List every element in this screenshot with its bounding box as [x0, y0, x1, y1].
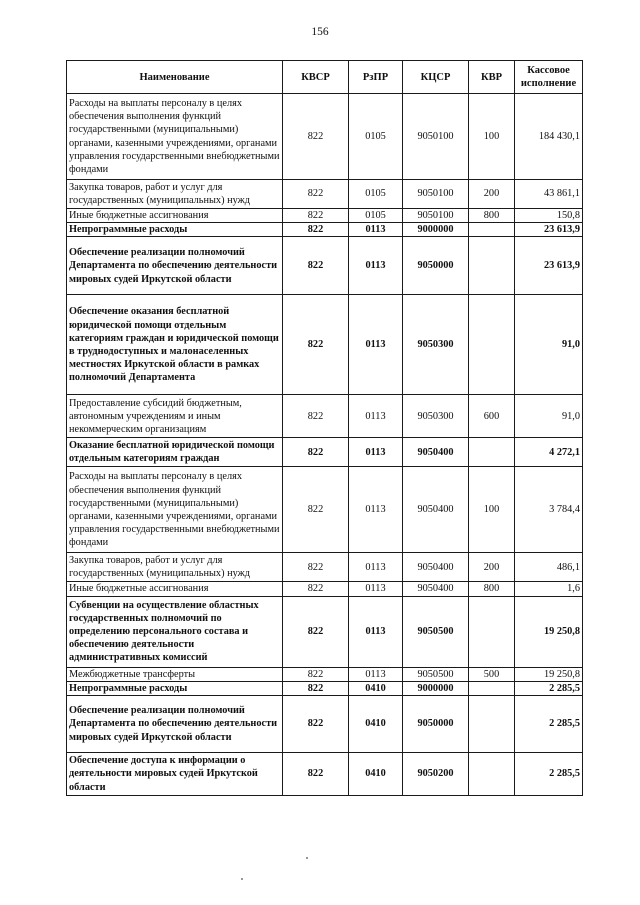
row-rzpr: 0113 [349, 596, 403, 667]
scan-speck [241, 878, 243, 880]
row-rzpr: 0410 [349, 681, 403, 695]
table-header-row [67, 61, 583, 94]
row-kvsr: 822 [283, 295, 349, 395]
row-kvsr: 822 [283, 753, 349, 796]
header-kvsr: КВСР [283, 61, 349, 94]
table-row [67, 596, 583, 667]
table-row [67, 696, 583, 753]
row-kvr [469, 681, 515, 695]
header-name: Наименование [67, 61, 283, 94]
row-kvsr: 822 [283, 94, 349, 180]
table-row [67, 667, 583, 681]
row-kcsr: 9050500 [403, 667, 469, 681]
row-rzpr: 0113 [349, 553, 403, 582]
row-kvsr: 822 [283, 237, 349, 295]
row-amount: 184 430,1 [515, 94, 583, 180]
row-rzpr: 0105 [349, 209, 403, 223]
row-rzpr: 0113 [349, 395, 403, 438]
row-amount: 23 613,9 [515, 237, 583, 295]
row-rzpr: 0113 [349, 582, 403, 596]
row-kcsr: 9050500 [403, 596, 469, 667]
row-amount: 150,8 [515, 209, 583, 223]
row-kvsr: 822 [283, 667, 349, 681]
row-name: Иные бюджетные ассигнования [67, 209, 283, 223]
table-row [67, 438, 583, 467]
row-kvr: 500 [469, 667, 515, 681]
row-kcsr: 9050100 [403, 180, 469, 209]
row-kcsr: 9050100 [403, 94, 469, 180]
row-amount: 486,1 [515, 553, 583, 582]
budget-execution-table [66, 60, 583, 796]
row-rzpr: 0113 [349, 237, 403, 295]
row-kvr: 100 [469, 467, 515, 553]
table-row [67, 94, 583, 180]
row-name: Закупка товаров, работ и услуг для государственных (муниципальных) нужд [67, 180, 283, 209]
row-amount: 19 250,8 [515, 667, 583, 681]
table-row [67, 223, 583, 237]
row-amount: 4 272,1 [515, 438, 583, 467]
row-kvsr: 822 [283, 681, 349, 695]
row-kvr: 800 [469, 582, 515, 596]
table-body [67, 94, 583, 796]
row-kcsr: 9050200 [403, 753, 469, 796]
row-kvsr: 822 [283, 582, 349, 596]
row-kvr [469, 223, 515, 237]
table-row [67, 681, 583, 695]
table-row [67, 553, 583, 582]
row-name: Обеспечение реализации полномочий Департамента по обеспечению деятельности мировых судей Иркутской области [67, 237, 283, 295]
row-name: Расходы на выплаты персоналу в целях обеспечения выполнения функций государственными (муниципальными) органами, казенными учреждениями, органами управления государственными внебюджетными фондами [67, 94, 283, 180]
row-name: Расходы на выплаты персоналу в целях обеспечения выполнения функций государственными (муниципальными) органами, казенными учреждениями, органами управления государственными внебюджетными фондами [67, 467, 283, 553]
row-kcsr: 9000000 [403, 681, 469, 695]
row-kvr [469, 696, 515, 753]
row-kvr [469, 753, 515, 796]
row-kcsr: 9050400 [403, 553, 469, 582]
row-name: Межбюджетные трансферты [67, 667, 283, 681]
row-amount: 91,0 [515, 295, 583, 395]
row-rzpr: 0105 [349, 94, 403, 180]
table-row [67, 237, 583, 295]
header-amount: Кассовое исполнение [515, 61, 583, 94]
row-kvr: 100 [469, 94, 515, 180]
row-kvsr: 822 [283, 395, 349, 438]
row-rzpr: 0113 [349, 667, 403, 681]
row-kvr: 200 [469, 553, 515, 582]
row-rzpr: 0113 [349, 467, 403, 553]
row-amount: 19 250,8 [515, 596, 583, 667]
row-kvr [469, 237, 515, 295]
row-name: Непрограммные расходы [67, 681, 283, 695]
row-kcsr: 9050000 [403, 696, 469, 753]
row-rzpr: 0410 [349, 696, 403, 753]
row-kcsr: 9050300 [403, 295, 469, 395]
row-kvr: 800 [469, 209, 515, 223]
row-amount: 2 285,5 [515, 753, 583, 796]
row-amount: 1,6 [515, 582, 583, 596]
row-amount: 43 861,1 [515, 180, 583, 209]
row-kvr [469, 295, 515, 395]
row-kvr [469, 438, 515, 467]
table-row [67, 582, 583, 596]
header-kcsr: КЦСР [403, 61, 469, 94]
header-rzpr: РзПР [349, 61, 403, 94]
row-rzpr: 0113 [349, 438, 403, 467]
table-row [67, 753, 583, 796]
row-kcsr: 9050400 [403, 582, 469, 596]
row-name: Предоставление субсидий бюджетным, автономным учреждениям и иным некоммерческим организациям [67, 395, 283, 438]
row-rzpr: 0113 [349, 295, 403, 395]
row-amount: 2 285,5 [515, 681, 583, 695]
row-kcsr: 9050400 [403, 438, 469, 467]
row-name: Обеспечение доступа к информации о деятельности мировых судей Иркутской области [67, 753, 283, 796]
row-kvsr: 822 [283, 209, 349, 223]
row-name: Закупка товаров, работ и услуг для государственных (муниципальных) нужд [67, 553, 283, 582]
row-amount: 91,0 [515, 395, 583, 438]
row-amount: 3 784,4 [515, 467, 583, 553]
row-kcsr: 9000000 [403, 223, 469, 237]
row-amount: 23 613,9 [515, 223, 583, 237]
row-name: Обеспечение реализации полномочий Департамента по обеспечению деятельности мировых судей Иркутской области [67, 696, 283, 753]
table-row [67, 180, 583, 209]
row-kvsr: 822 [283, 596, 349, 667]
row-kvr: 600 [469, 395, 515, 438]
row-kvsr: 822 [283, 553, 349, 582]
row-kvr: 200 [469, 180, 515, 209]
table-row [67, 209, 583, 223]
row-kvsr: 822 [283, 180, 349, 209]
row-kvr [469, 596, 515, 667]
row-kcsr: 9050000 [403, 237, 469, 295]
scan-speck [306, 857, 308, 859]
table-row [67, 395, 583, 438]
row-name: Оказание бесплатной юридической помощи отдельным категориям граждан [67, 438, 283, 467]
table-row [67, 467, 583, 553]
row-rzpr: 0113 [349, 223, 403, 237]
row-rzpr: 0105 [349, 180, 403, 209]
row-name: Непрограммные расходы [67, 223, 283, 237]
page-number: 156 [311, 26, 329, 38]
header-kvr: КВР [469, 61, 515, 94]
row-kvsr: 822 [283, 438, 349, 467]
row-kvsr: 822 [283, 223, 349, 237]
row-kcsr: 9050100 [403, 209, 469, 223]
row-amount: 2 285,5 [515, 696, 583, 753]
row-kvsr: 822 [283, 467, 349, 553]
row-rzpr: 0410 [349, 753, 403, 796]
row-name: Обеспечение оказания бесплатной юридической помощи отдельным категориям граждан и юридической помощи в труднодоступных и малонаселенных местностях Иркутской области в рамках полномочий Департамента [67, 295, 283, 395]
row-kcsr: 9050300 [403, 395, 469, 438]
row-kvsr: 822 [283, 696, 349, 753]
row-name: Субвенции на осуществление областных государственных полномочий по определению персонального состава и обеспечению деятельности административных комиссий [67, 596, 283, 667]
row-name: Иные бюджетные ассигнования [67, 582, 283, 596]
row-kcsr: 9050400 [403, 467, 469, 553]
table-row [67, 295, 583, 395]
